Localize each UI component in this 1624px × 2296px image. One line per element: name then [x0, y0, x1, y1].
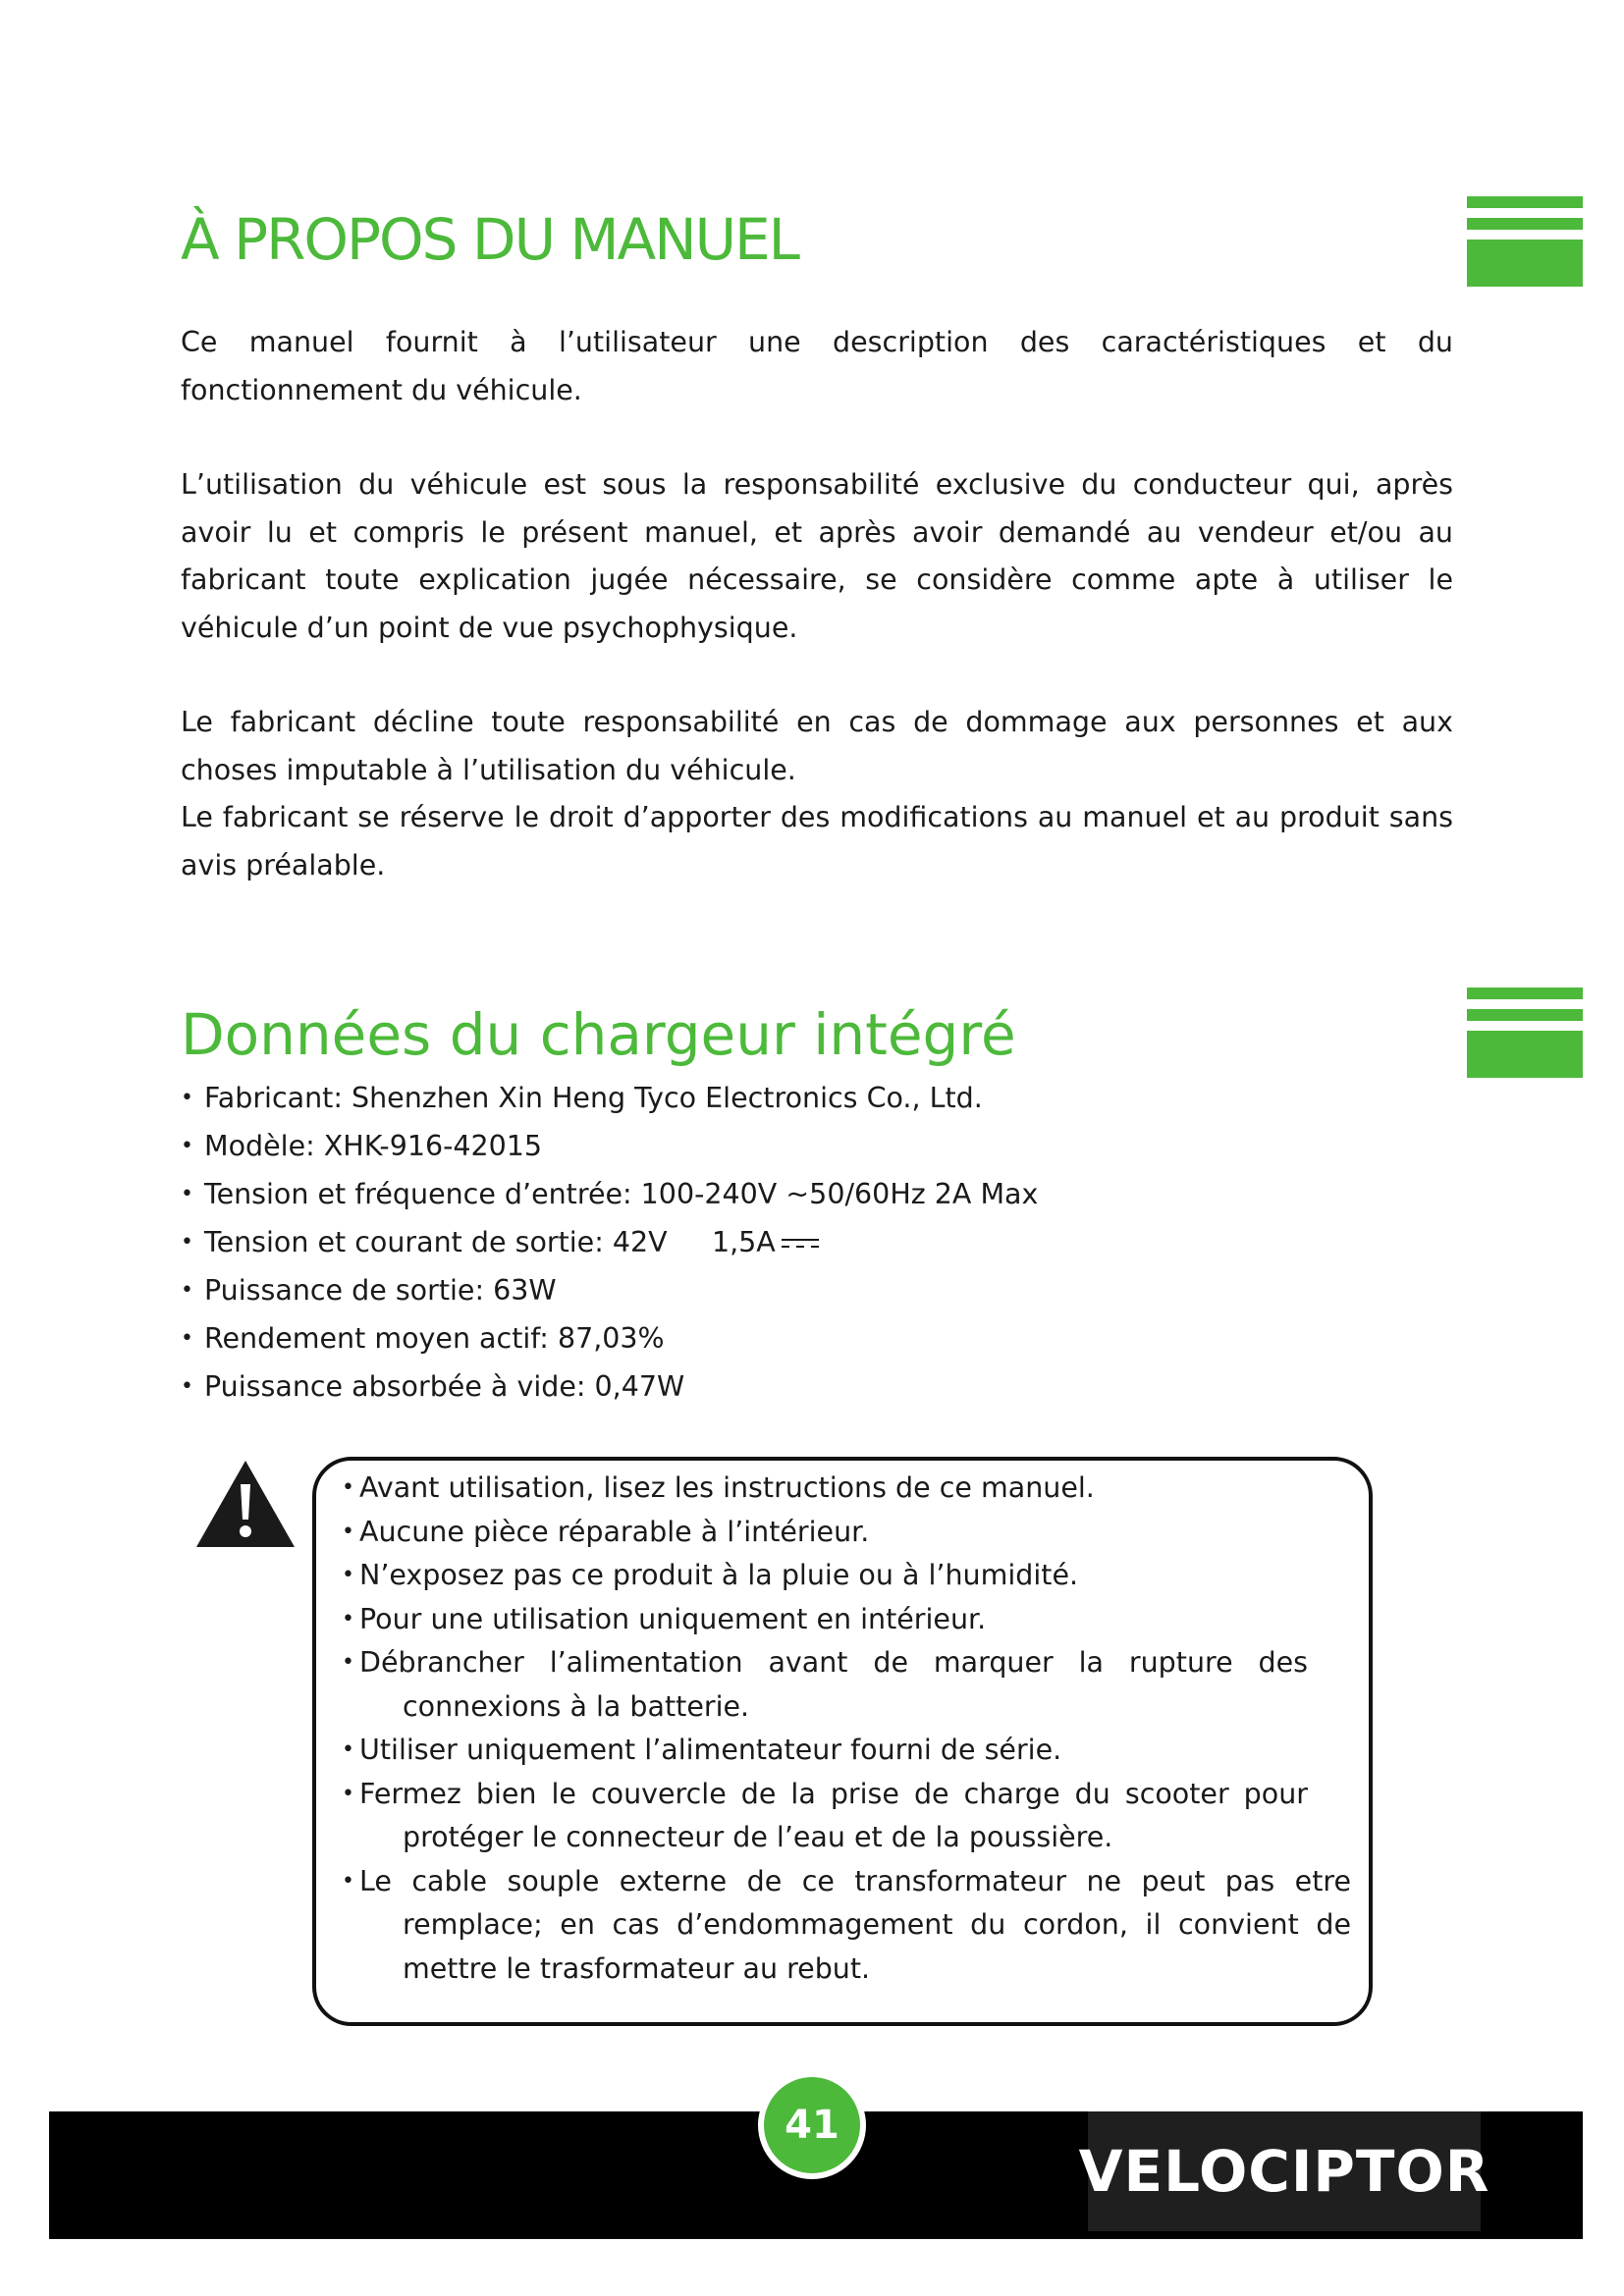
dc-current-icon: [780, 1236, 821, 1252]
section-marker-icon: [1467, 196, 1583, 287]
warning-item: • Fermez bien le couvercle de la prise de charge du scooter pour protéger le connecteur de l’eau et de la poussière.: [342, 1773, 1308, 1860]
spec-item: • Tension et courant de sortie: 42V 1,5A: [181, 1218, 1038, 1266]
spec-item: • Modèle: XHK-916-42015: [181, 1122, 1038, 1170]
warning-icon: [192, 1457, 298, 1551]
paragraph: Ce manuel fournit à l’utilisateur une description des caractéristiques et du fonctionnement du véhicule.: [181, 326, 1453, 406]
paragraph: Le fabricant se réserve le droit d’apporter des modifications au manuel et au produit sans avis préalable.: [181, 801, 1453, 881]
spec-item: • Tension et fréquence d’entrée: 100-240V ~50/60Hz 2A Max: [181, 1170, 1038, 1218]
warning-item: • N’exposez pas ce produit à la pluie ou à l’humidité.: [342, 1554, 1363, 1598]
spec-item: • Puissance absorbée à vide: 0,47W: [181, 1362, 1038, 1411]
spec-item: • Rendement moyen actif: 87,03%: [181, 1314, 1038, 1362]
brand-logo-text: VELOCIPTOR: [1078, 2138, 1490, 2205]
section-marker-icon: [1467, 988, 1583, 1078]
warning-item: • Avant utilisation, lisez les instructions de ce manuel.: [342, 1467, 1363, 1511]
paragraph: L’utilisation du véhicule est sous la responsabilité exclusive du conducteur qui, après avoir lu et compris le présent manuel, et après avoir demandé au vendeur et/ou au fabricant toute explication jugée nécessaire, se considère comme apte à utiliser le véhicule d’un point de vue psychophysique.: [181, 468, 1453, 644]
spec-item: • Puissance de sortie: 63W: [181, 1266, 1038, 1314]
spec-item: • Fabricant: Shenzhen Xin Heng Tyco Electronics Co., Ltd.: [181, 1074, 1038, 1122]
warning-list: [342, 1467, 1363, 1991]
page-number-badge: 41: [758, 2071, 866, 2179]
section-title-about-manual: À PROPOS DU MANUEL: [181, 206, 798, 273]
paragraph: Le fabricant décline toute responsabilité en cas de dommage aux personnes et aux choses imputable à l’utilisation du véhicule.: [181, 706, 1453, 786]
warning-item: • Pour une utilisation uniquement en intérieur.: [342, 1598, 1363, 1642]
warning-item: • Débrancher l’alimentation avant de marquer la rupture des connexions à la batterie.: [342, 1641, 1308, 1729]
warning-item: • Aucune pièce réparable à l’intérieur.: [342, 1511, 1363, 1555]
charger-spec-list: [181, 1074, 1038, 1411]
section-title-charger-data: Données du chargeur intégré: [181, 1001, 1016, 1068]
warning-item: • Utiliser uniquement l’alimentateur fourni de série.: [342, 1729, 1363, 1773]
brand-logo: [1078, 2111, 1490, 2231]
warning-item: • Le cable souple externe de ce transformateur ne peut pas etre remplace; en cas d’endommagement du cordon, il convient de mettre le trasformateur au rebut.: [342, 1860, 1351, 1992]
